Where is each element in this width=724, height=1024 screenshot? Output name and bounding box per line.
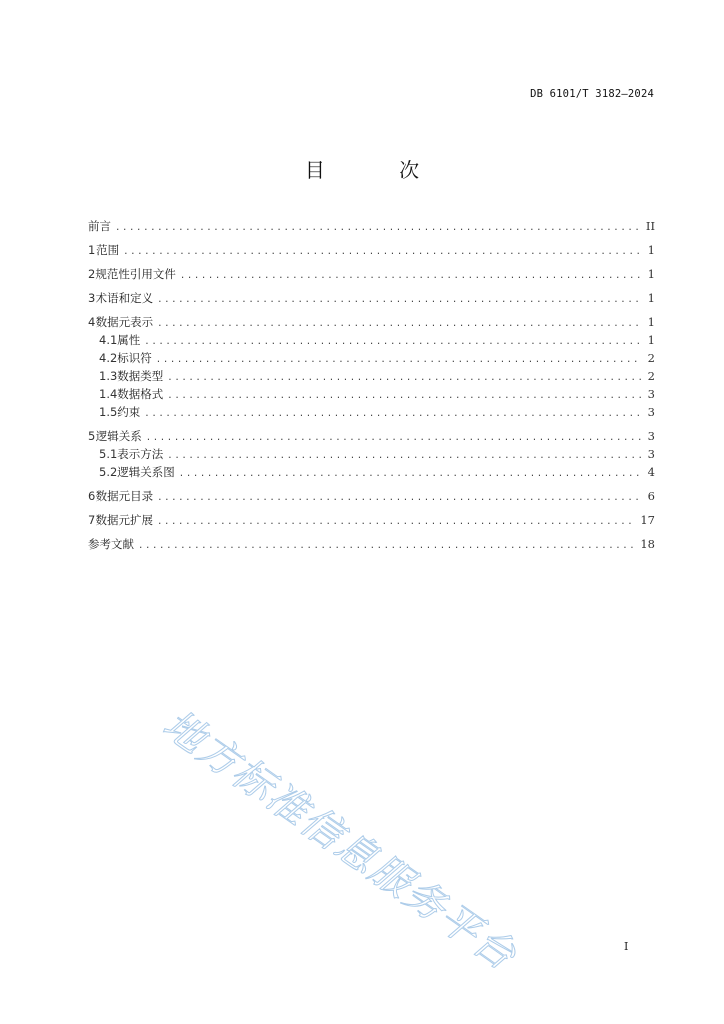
toc-entry-page: 3 bbox=[647, 387, 655, 401]
toc-entry-label: 术语和定义 bbox=[95, 291, 154, 305]
toc-entry-page: 3 bbox=[647, 447, 655, 461]
toc-entry-page: II bbox=[645, 219, 655, 233]
toc-entry-number: 1.3 bbox=[99, 369, 118, 383]
toc-entry-label: 逻辑关系 bbox=[95, 429, 142, 443]
toc-entry-number: 6 bbox=[88, 489, 96, 503]
toc-entry-label: 规范性引用文件 bbox=[95, 267, 176, 281]
toc-entry-label: 属性 bbox=[117, 333, 141, 347]
page-number: I bbox=[624, 940, 629, 953]
toc-leader-dots bbox=[146, 429, 641, 445]
toc-entry-page: 1 bbox=[647, 315, 655, 329]
toc-entry-1[interactable] bbox=[88, 241, 655, 259]
toc-entry-5-2[interactable] bbox=[88, 463, 655, 481]
toc-leader-dots bbox=[157, 513, 636, 529]
toc-entry-number: 5.2 bbox=[99, 465, 118, 479]
toc-leader-dots bbox=[157, 291, 641, 307]
toc-leader-dots bbox=[138, 537, 636, 553]
toc-entry-page: 6 bbox=[647, 489, 655, 503]
toc-entry-page: 17 bbox=[640, 513, 655, 527]
toc-entry-label: 数据元扩展 bbox=[95, 513, 153, 527]
toc-entry-number: 2 bbox=[88, 267, 96, 281]
toc-entry-label: 数据类型 bbox=[117, 369, 164, 383]
toc-entry-7[interactable] bbox=[88, 511, 655, 529]
toc-entry-number: 4.1 bbox=[99, 333, 118, 347]
toc-entry-4[interactable] bbox=[88, 313, 655, 331]
page-title: 目 次 bbox=[304, 158, 454, 182]
toc-entry-label: 数据格式 bbox=[117, 387, 164, 401]
toc-entry-number: 3 bbox=[88, 291, 96, 305]
toc-entry-label: 数据元目录 bbox=[95, 489, 154, 503]
toc-entry-3[interactable] bbox=[88, 289, 655, 307]
watermark: 地方标准信息服务平台 bbox=[154, 701, 525, 980]
toc-entry-4-1[interactable] bbox=[88, 331, 655, 349]
toc-entry-label: 表示方法 bbox=[117, 447, 164, 461]
toc-entry-number: 4.2 bbox=[99, 351, 118, 365]
toc-entry-label: 标识符 bbox=[117, 351, 152, 365]
toc-entry-bibliography[interactable] bbox=[88, 535, 655, 553]
toc-entry-page: 4 bbox=[647, 465, 655, 479]
toc-leader-dots bbox=[157, 489, 641, 505]
toc-entry-page: 2 bbox=[647, 351, 655, 365]
table-of-contents bbox=[88, 217, 655, 553]
toc-entry-label: 参考文献 bbox=[88, 537, 134, 551]
toc-entry-page: 3 bbox=[647, 405, 655, 419]
toc-entry-4-5[interactable] bbox=[88, 403, 655, 421]
toc-entry-number: 1.5 bbox=[99, 405, 118, 419]
toc-entry-label: 数据元表示 bbox=[95, 315, 154, 329]
toc-entry-page: 1 bbox=[647, 333, 655, 347]
toc-entry-page: 2 bbox=[647, 369, 655, 383]
toc-entry-2[interactable] bbox=[88, 265, 655, 283]
toc-leader-dots bbox=[180, 267, 641, 283]
toc-entry-label: 范围 bbox=[96, 243, 120, 257]
toc-leader-dots bbox=[157, 315, 641, 331]
toc-entry-number: 7 bbox=[88, 513, 96, 527]
toc-entry-5[interactable] bbox=[88, 427, 655, 445]
toc-leader-dots bbox=[144, 405, 641, 421]
toc-entry-4-3[interactable] bbox=[88, 367, 655, 385]
toc-entry-label: 约束 bbox=[117, 405, 141, 419]
toc-entry-page: 1 bbox=[647, 291, 655, 305]
toc-entry-page: 18 bbox=[640, 537, 655, 551]
toc-entry-4-4[interactable] bbox=[88, 385, 655, 403]
toc-leader-dots bbox=[167, 369, 641, 385]
toc-entry-page: 1 bbox=[647, 267, 655, 281]
toc-leader-dots bbox=[123, 243, 641, 259]
toc-entry-page: 1 bbox=[647, 243, 655, 257]
toc-entry-6[interactable] bbox=[88, 487, 655, 505]
toc-entry-number: 5.1 bbox=[99, 447, 118, 461]
standard-number: DB 6101/T 3182—2024 bbox=[530, 88, 654, 100]
toc-leader-dots bbox=[144, 333, 641, 349]
toc-entry-number: 1 bbox=[88, 243, 96, 257]
toc-entry-number: 5 bbox=[88, 429, 96, 443]
toc-leader-dots bbox=[179, 465, 641, 481]
toc-entry-4-2[interactable] bbox=[88, 349, 655, 367]
toc-entry-page: 3 bbox=[647, 429, 655, 443]
toc-entry-number: 4 bbox=[88, 315, 96, 329]
toc-leader-dots bbox=[115, 219, 641, 235]
toc-entry-number: 1.4 bbox=[99, 387, 118, 401]
toc-entry-5-1[interactable] bbox=[88, 445, 655, 463]
toc-entry-label: 逻辑关系图 bbox=[117, 465, 175, 479]
toc-entry-foreword[interactable] bbox=[88, 217, 655, 235]
toc-leader-dots bbox=[156, 351, 641, 367]
toc-entry-label: 前言 bbox=[88, 219, 111, 233]
toc-leader-dots bbox=[167, 387, 641, 403]
toc-leader-dots bbox=[167, 447, 641, 463]
